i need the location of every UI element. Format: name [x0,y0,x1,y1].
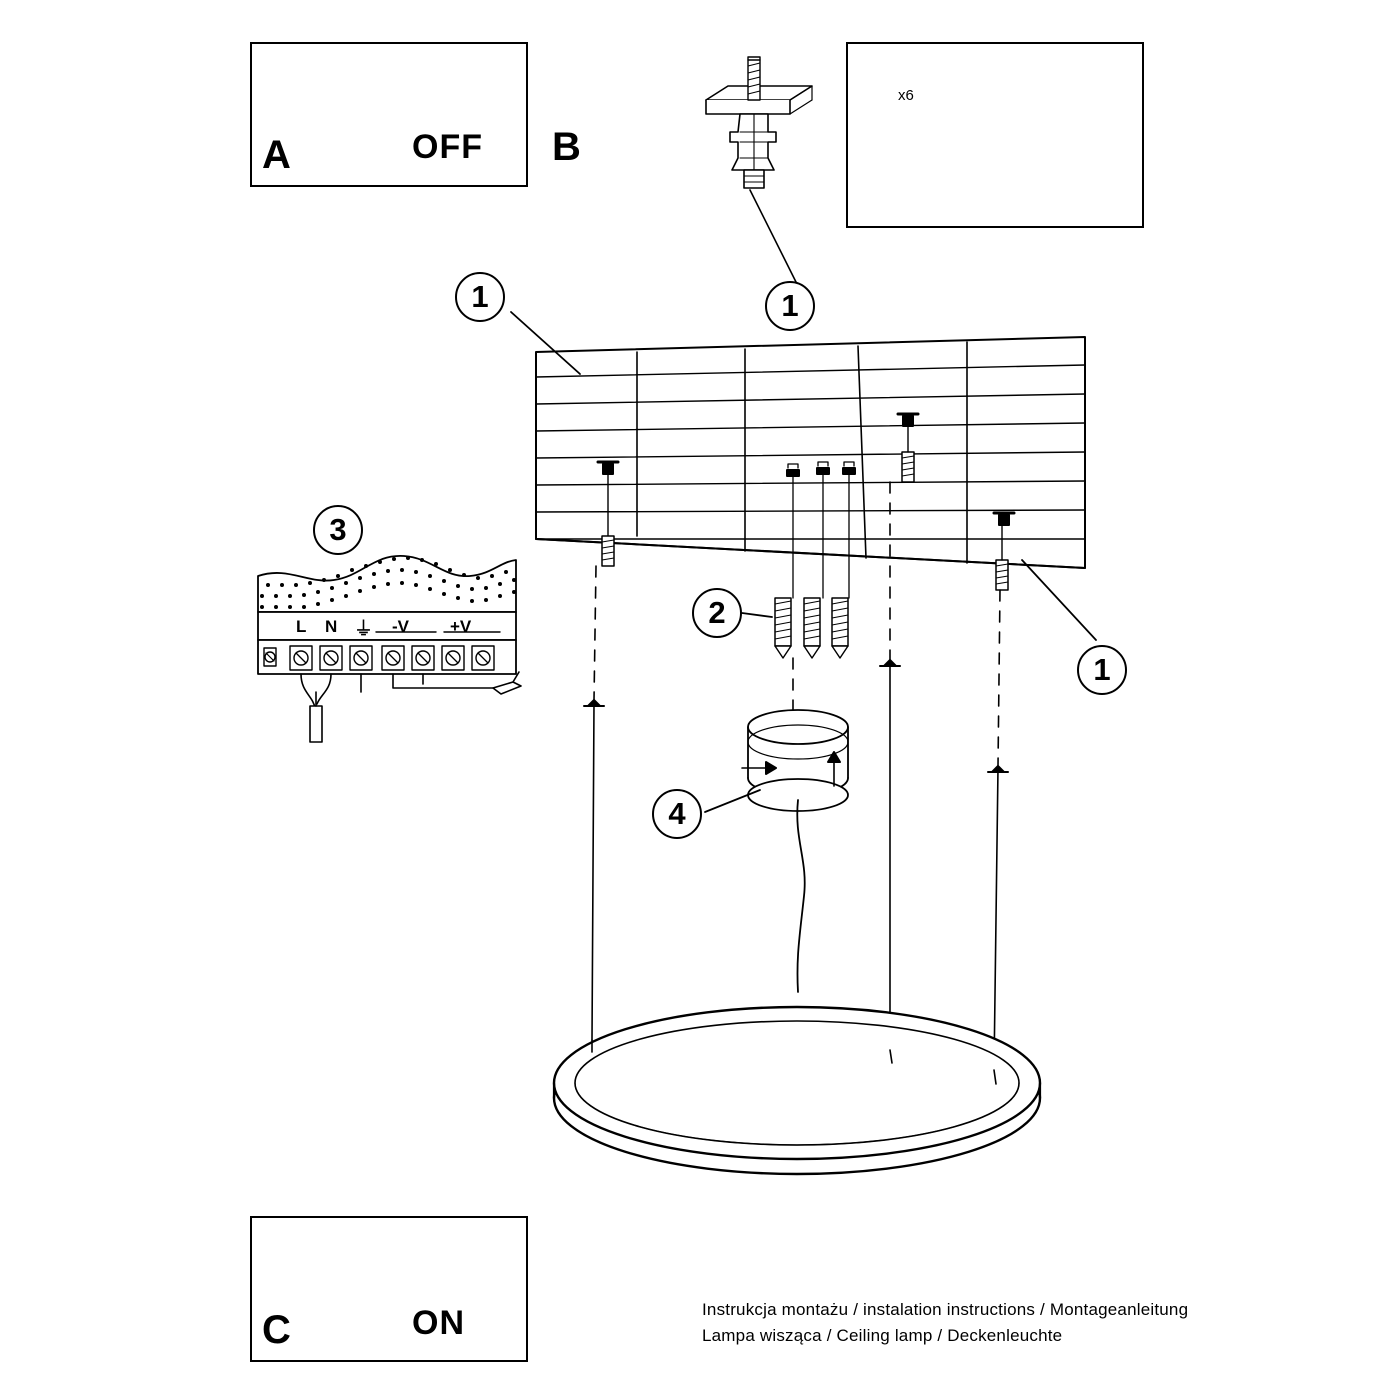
footer-line-2: Lampa wisząca / Ceiling lamp / Deckenleuchte [702,1325,1063,1345]
terminal-label-n: N [325,617,338,636]
panel-letter-a: A [262,133,291,177]
panel-c-box [250,1216,528,1362]
suspension-wires [584,482,1008,1070]
canopy-cover [742,710,848,992]
callout-1-right: 1 [1077,645,1127,695]
callout-2-screws: 2 [692,588,742,638]
hardware-quantity-label: x6 [898,87,914,104]
panel-letter-c: C [262,1308,291,1352]
panel-b-box [846,42,1144,228]
panel-label-on: ON [412,1304,465,1342]
callout-1-top: 1 [765,281,815,331]
terminal-label-l: L [296,617,307,636]
ring-luminaire [554,1007,1040,1174]
panel-label-off: OFF [412,128,483,166]
terminal-label-minus-v: -V [392,617,409,636]
footer-text [702,1297,1188,1348]
callout-4-canopy: 4 [652,789,702,839]
callout-3-driver: 3 [313,505,363,555]
callout-1-left: 1 [455,272,505,322]
terminal-label-plus-v: +V [450,617,472,636]
footer-line-1: Instrukcja montażu / instalation instructions / Montageanleitung [702,1300,1189,1319]
panel-a-box [250,42,528,187]
terminal-label-ground: ⏚ [354,619,374,640]
wall-plug-illustration [706,57,812,290]
panel-letter-b: B [552,125,581,169]
driver-terminal-illustration [258,556,521,742]
